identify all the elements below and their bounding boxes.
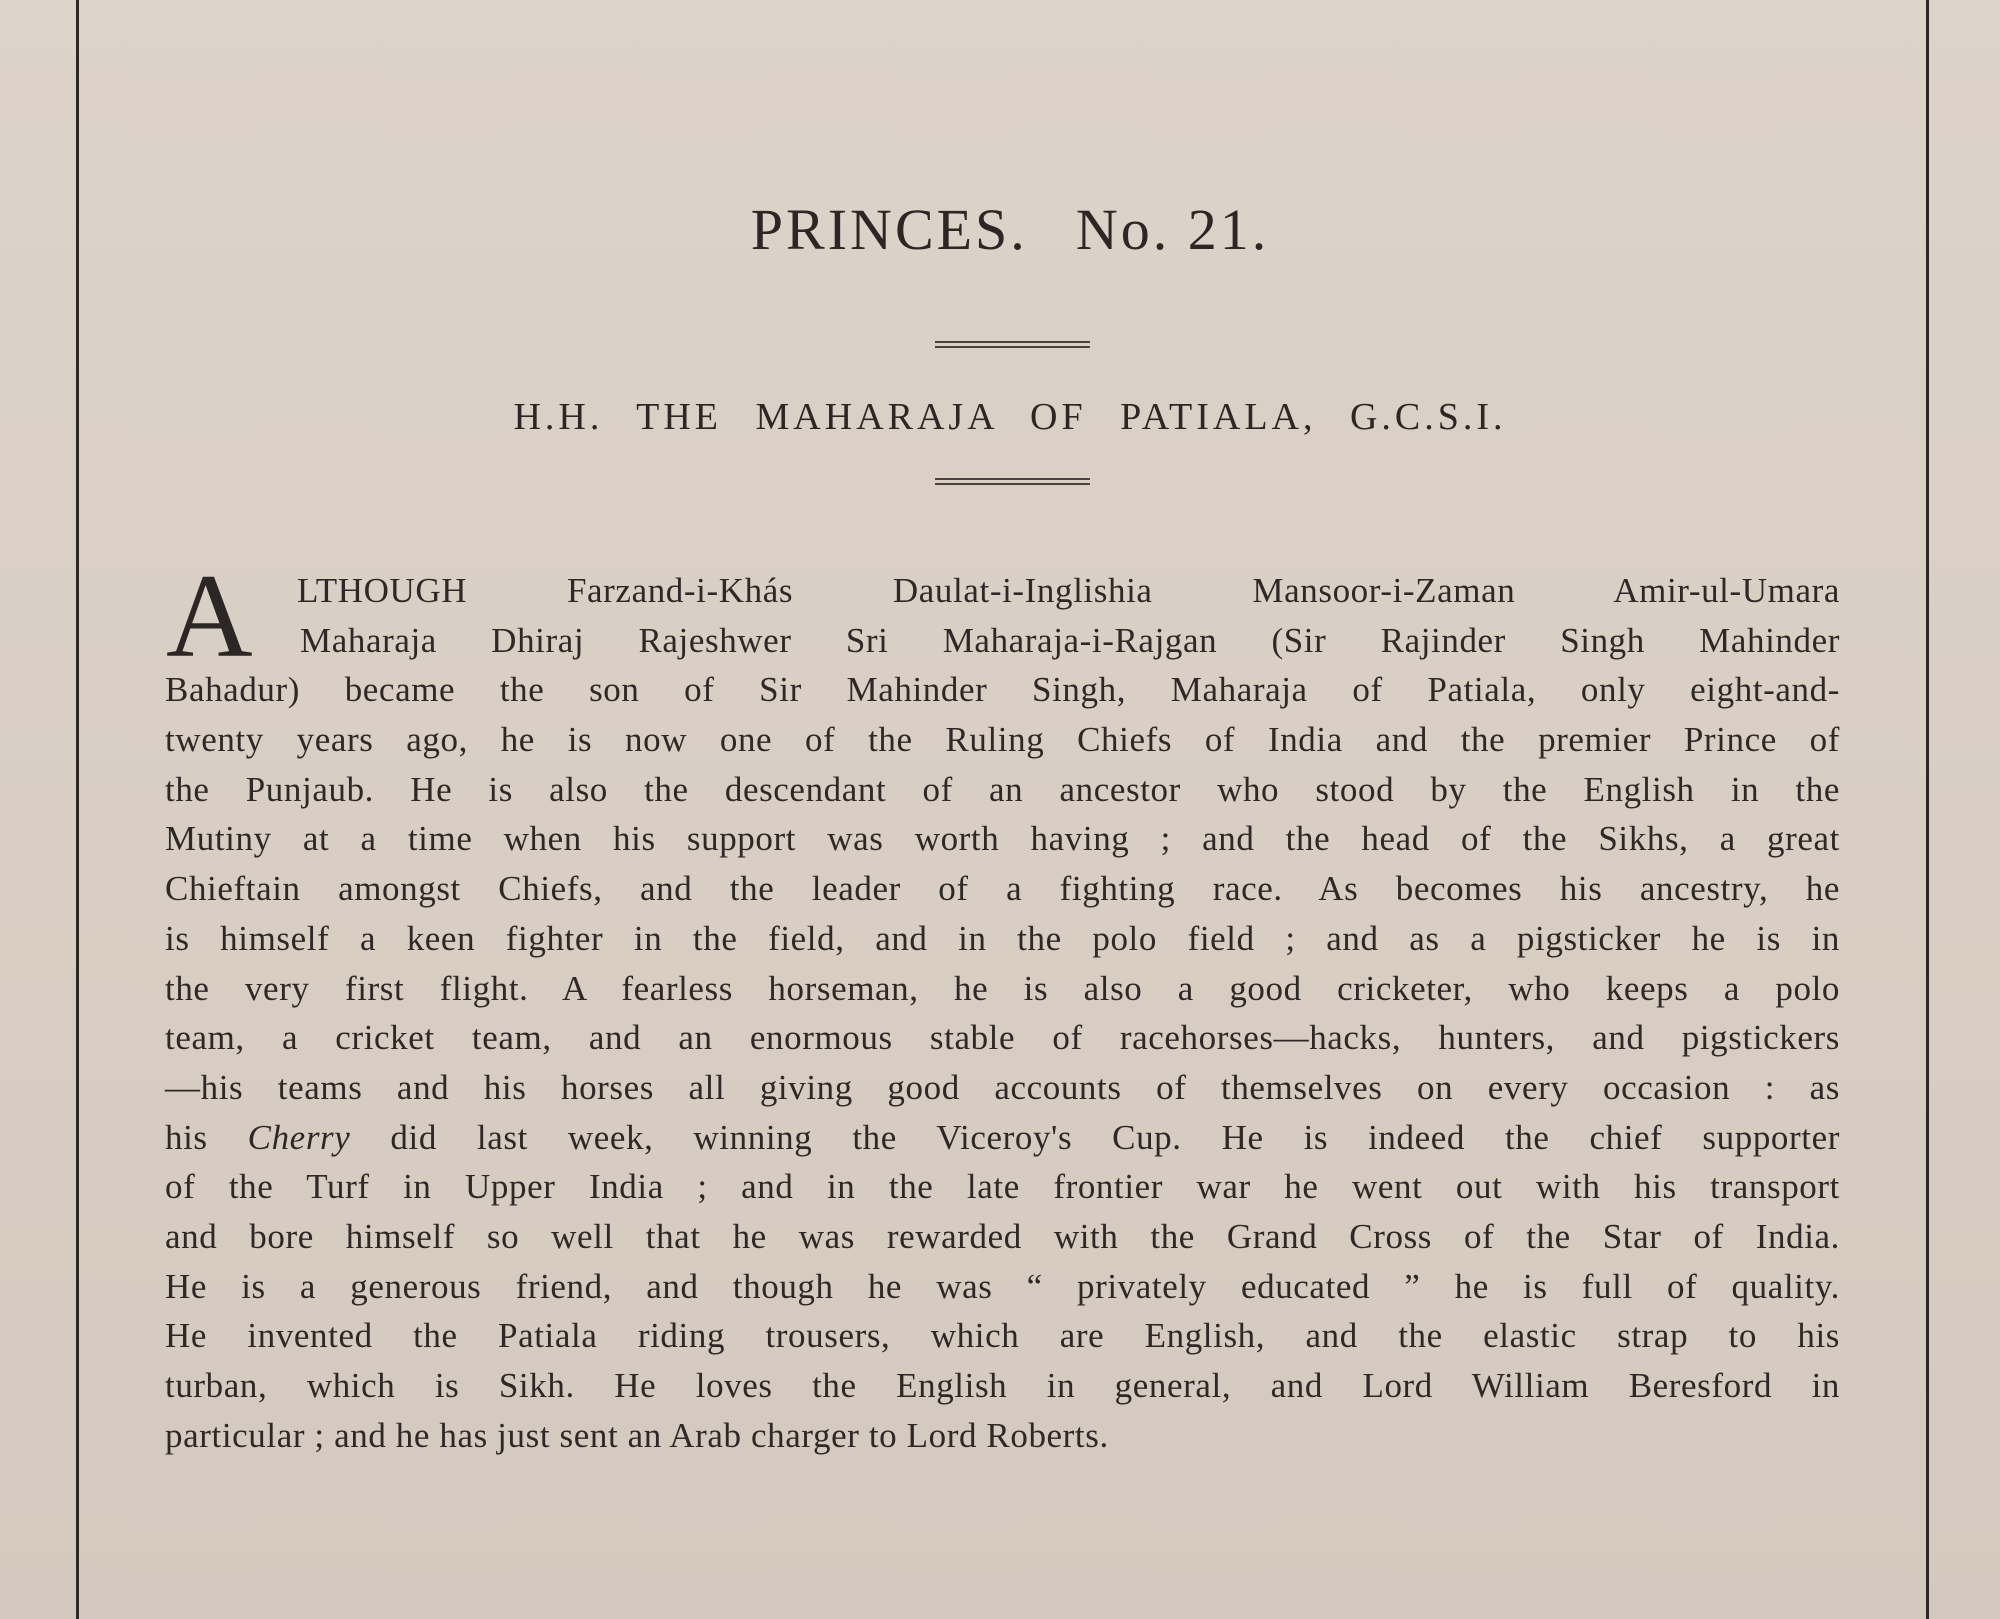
article-line: of the Turf in Upper India ; and in the late frontier war he went out with his transport: [165, 1167, 1840, 1207]
article-line: is himself a keen fighter in the field, and in the polo field ; and as a pigsticker he is in: [165, 918, 1840, 958]
article-line: particular ; and he has just sent an Arab charger to Lord Roberts.: [165, 1415, 1109, 1455]
subtitle-divider: [935, 478, 1090, 485]
title-divider: [935, 341, 1090, 348]
article-body: [165, 566, 1840, 1460]
article-line: Bahadur) became the son of Sir Mahinder Singh, Maharaja of Patiala, only eight-and-: [165, 670, 1840, 710]
article-line: —his teams and his horses all giving good accounts of themselves on every occasion : as: [165, 1067, 1840, 1107]
article-line: team, a cricket team, and an enormous stable of racehorses—hacks, hunters, and pigstickers: [165, 1018, 1840, 1058]
title-text: PRINCES.: [750, 197, 1028, 262]
article-line: the Punjaub. He is also the descendant of an ancestor who stood by the English in the: [165, 769, 1840, 809]
page-title: [0, 196, 2000, 263]
article-line: and bore himself so well that he was rewarded with the Grand Cross of the Star of India.: [165, 1216, 1840, 1256]
article-line: turban, which is Sikh. He loves the English in general, and Lord William Beresford in: [165, 1366, 1840, 1405]
article-line: the very first flight. A fearless horseman, he is also a good cricketer, who keeps a polo: [165, 968, 1840, 1008]
article-line: Mutiny at a time when his support was worth having ; and the head of the Sikhs, a great: [165, 819, 1840, 859]
article-line-part: did last week, winning the Viceroy's Cup. He is indeed the chief supporter: [390, 1117, 1840, 1157]
page-subtitle: H.H. THE MAHARAJA OF PATIALA, G.C.S.I.: [513, 396, 1507, 438]
drop-cap: A: [166, 549, 253, 682]
article-line: [165, 1113, 1840, 1163]
article-line-part: his: [165, 1117, 208, 1157]
article-line: Maharaja Dhiraj Rajeshwer Sri Maharaja-i-Rajgan (Sir Rajinder Singh Mahinder: [300, 620, 1840, 660]
article-line: He is a generous friend, and though he was “ privately educated ” he is full of quality.: [165, 1266, 1840, 1306]
article-line: Chieftain amongst Chiefs, and the leader of a fighting race. As becomes his ancestry, he: [165, 869, 1840, 909]
article-line: He invented the Patiala riding trousers, which are English, and the elastic strap to his: [165, 1316, 1840, 1356]
article-line: LTHOUGH Farzand-i-Khás Daulat-i-Inglishia Mansoor-i-Zaman Amir-ul-Umara: [297, 571, 1840, 610]
horse-name: Cherry: [247, 1117, 351, 1157]
article-line: twenty years ago, he is now one of the Ruling Chiefs of India and the premier Prince of: [165, 720, 1840, 760]
title-number: No. 21.: [1075, 197, 1270, 262]
